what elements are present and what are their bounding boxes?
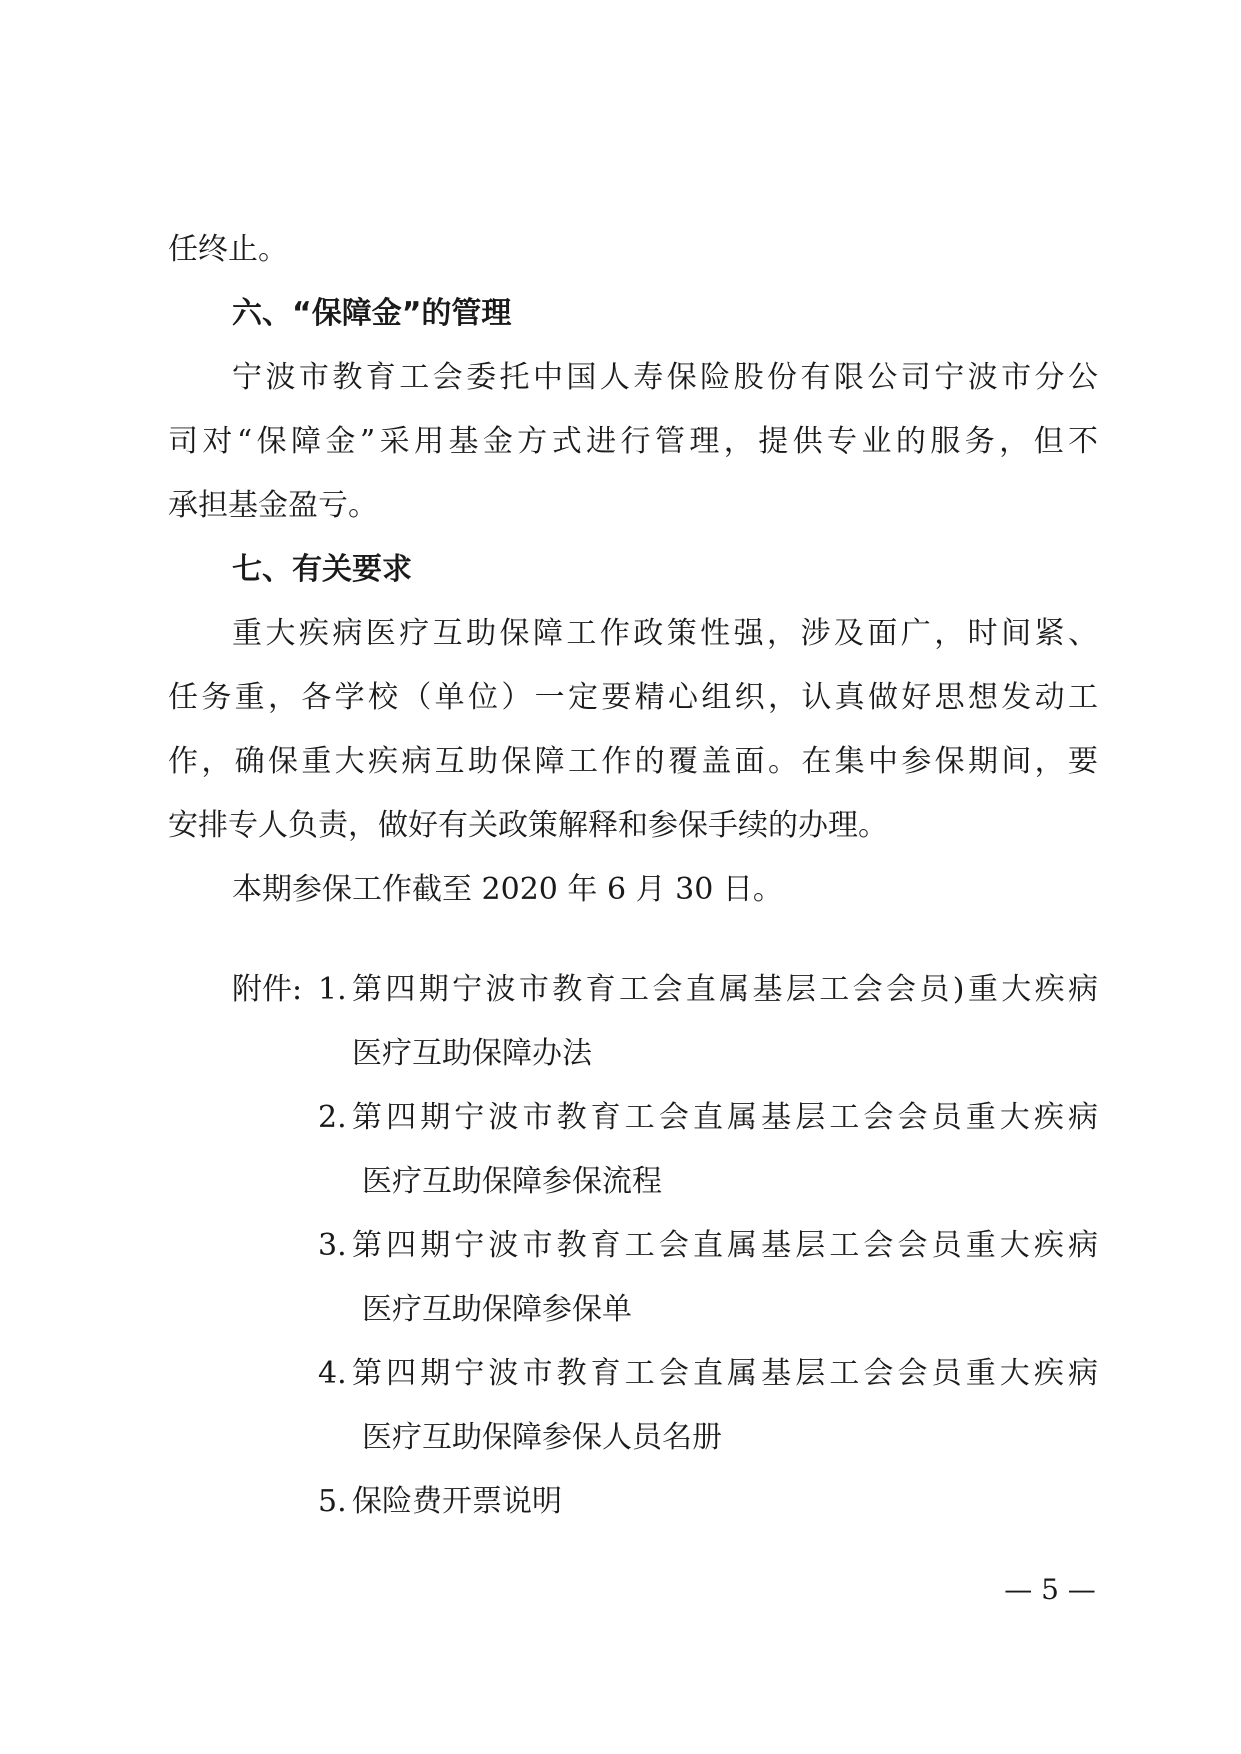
paragraph-line: 宁波市教育工会委托中国人寿保险股份有限公司宁波市分公 — [232, 360, 1098, 395]
section-heading-6: 六、“保障金”的管理 — [232, 296, 512, 331]
attachment-title: 第四期宁波市教育工会直属基层工会会员)重大疾病 — [352, 972, 1098, 1007]
paragraph-line: 任终止。 — [168, 232, 288, 267]
attachment-title: 保险费开票说明 — [352, 1484, 562, 1519]
paragraph-line: 承担基金盈亏。 — [168, 488, 378, 523]
attachment-title: 第四期宁波市教育工会直属基层工会会员重大疾病 — [352, 1228, 1098, 1263]
page-number: — 5 — — [1004, 1573, 1096, 1606]
paragraph-line: 司对“保障金”采用基金方式进行管理，提供专业的服务，但不 — [168, 424, 1098, 459]
attachments-label: 附件: — [232, 972, 303, 1007]
attachment-title-cont: 医疗互助保障参保流程 — [362, 1164, 662, 1199]
attachment-number: 2. — [318, 1100, 347, 1135]
attachment-number: 3. — [318, 1228, 347, 1263]
section-heading-7: 七、有关要求 — [232, 552, 412, 587]
paragraph-line: 安排专人负责，做好有关政策解释和参保手续的办理。 — [168, 808, 888, 843]
attachment-number: 1. — [318, 972, 347, 1007]
attachment-title: 第四期宁波市教育工会直属基层工会会员重大疾病 — [352, 1356, 1098, 1391]
attachment-title: 第四期宁波市教育工会直属基层工会会员重大疾病 — [352, 1100, 1098, 1135]
paragraph-line: 任务重，各学校（单位）一定要精心组织，认真做好思想发动工 — [168, 680, 1098, 715]
attachment-title-cont: 医疗互助保障参保人员名册 — [362, 1420, 722, 1455]
attachment-number: 4. — [318, 1356, 347, 1391]
paragraph-line: 作，确保重大疾病互助保障工作的覆盖面。在集中参保期间，要 — [168, 744, 1098, 779]
deadline-line: 本期参保工作截至 2020 年 6 月 30 日。 — [232, 872, 783, 907]
attachment-title-cont: 医疗互助保障参保单 — [362, 1292, 632, 1327]
attachment-number: 5. — [318, 1484, 347, 1519]
paragraph-line: 重大疾病医疗互助保障工作政策性强，涉及面广，时间紧、 — [232, 616, 1098, 651]
attachment-title-cont: 医疗互助保障办法 — [352, 1036, 592, 1071]
